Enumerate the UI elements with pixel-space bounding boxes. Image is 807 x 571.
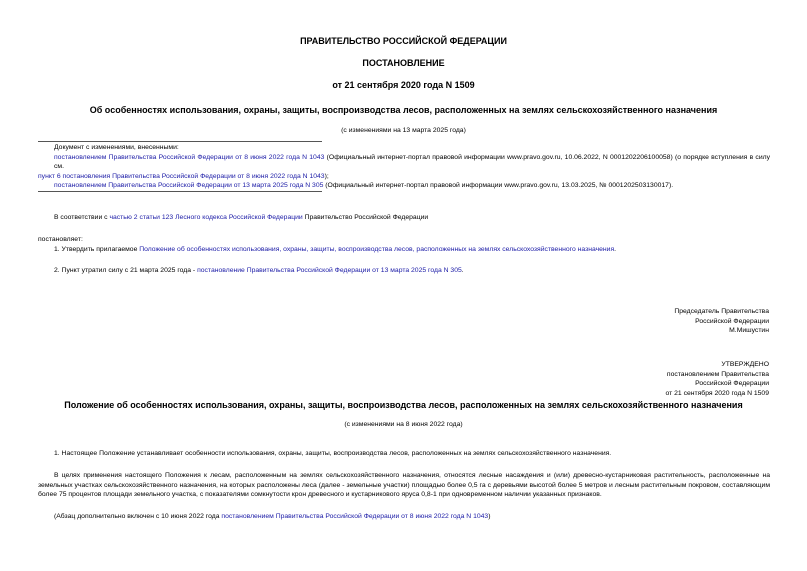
preamble-text-1: В соответствии с	[54, 214, 110, 221]
paragraph-1	[54, 245, 616, 255]
paragraph-2-end: .	[461, 267, 464, 274]
changes-item-1-link[interactable]: постановлением Правительства Российской Федерации от 8 июня 2022 года N 1043	[54, 153, 325, 161]
regulation-revision-note: (с изменениями на 8 июня 2022 года)	[344, 421, 463, 428]
paragraph-1-link[interactable]: Положение об особенностях использования, охраны, защиты, воспроизводства лесов, расположенных на землях сельскохозяйственного назначения	[139, 246, 615, 253]
signature-block	[469, 307, 769, 336]
divider-top	[38, 141, 322, 142]
signature-line-1: Председатель Правительства	[674, 308, 769, 315]
paragraph-1-text: 1. Утвердить прилагаемое	[54, 246, 140, 253]
regulation-paragraph-3-text: (Абзац дополнительно включен с 10 июня 2022 года	[54, 513, 222, 520]
government-heading: ПРАВИТЕЛЬСТВО РОССИЙСКОЙ ФЕДЕРАЦИИ	[300, 36, 507, 46]
regulation-title: Положение об особенностях использования, охраны, защиты, воспроизводства лесов, расположенных на землях сельскохозяйственного назначения	[64, 400, 743, 410]
paragraph-2	[54, 266, 464, 276]
approved-line-2: постановлением Правительства	[666, 370, 769, 378]
signature-line-3: М.Мишустин	[729, 327, 769, 335]
preamble-link[interactable]: частью 2 статьи 123 Лесного кодекса Российской Федерации	[109, 214, 303, 221]
paragraph-2-text: 2. Пункт утратил силу с 21 марта 2025 года -	[54, 267, 198, 274]
title-revision-note: (с изменениями на 13 марта 2025 года)	[341, 127, 466, 134]
changes-item-1	[38, 153, 770, 182]
preamble-text-2: Правительство Российской Федерации	[302, 214, 429, 221]
decides-label: постановляет:	[38, 236, 83, 243]
changes-block	[38, 143, 770, 191]
changes-item-1-end: );	[324, 172, 329, 180]
approved-block	[469, 360, 769, 398]
approved-line-4: от 21 сентября 2020 года N 1509	[665, 389, 769, 397]
changes-item-2-text: (Официальный интернет-портал правовой информации www.pravo.gov.ru, 13.03.2025, № 0001202503130017).	[323, 182, 674, 190]
approved-line-3: Российской Федерации	[695, 380, 769, 388]
document-type: ПОСТАНОВЛЕНИЕ	[362, 58, 445, 68]
paragraph-1-end: .	[614, 246, 617, 253]
approved-line-1: УТВЕРЖДЕНО	[721, 361, 769, 368]
regulation-paragraph-3	[54, 512, 490, 522]
changes-item-1-text: (Официальный интернет-портал правовой информации www.pravo.gov.ru, 10.06.2022, N 0001202206100058) (о порядке вступления в силу см.	[54, 153, 770, 171]
changes-intro: Документ с изменениями, внесенными:	[54, 144, 179, 151]
regulation-paragraph-2: В целях применения настоящего Положения к лесам, расположенным на землях сельскохозяйственного назначения, относятся лесные насаждения и (или) древесно-кустарниковая растительность, расположенные на земельных участках сельскохозяйственного назначения, на которых расположены леса (далее - земельные участки) площадью более 0,5 га с деревьями высотой более 5 метров и лесным растительным покровом, составляющим более 75 процентов площади земельного участка, с показателями сомкнутости крон древесного и кустарникового яруса 0,8-1 при одновременном наличии указанных признаков.	[38, 472, 770, 499]
changes-item-2	[54, 181, 770, 191]
preamble	[54, 213, 428, 223]
regulation-paragraph-3-link[interactable]: постановлением Правительства Российской Федерации от 8 июня 2022 года N 1043	[221, 513, 489, 520]
signature-line-2: Российской Федерации	[695, 317, 769, 325]
paragraph-2-link[interactable]: постановление Правительства Российской Федерации от 13 марта 2025 года N 305	[197, 267, 462, 274]
regulation-paragraph-1: 1. Настоящее Положение устанавливает особенности использования, охраны, защиты, воспроизводства лесов, расположенных на землях сельскохозяйственного назначения.	[54, 450, 612, 457]
divider-bottom	[38, 191, 322, 192]
changes-item-1-link-2[interactable]: пункт 6 постановления Правительства Российской Федерации от 8 июня 2022 года N 1043	[38, 172, 325, 180]
regulation-paragraph-3-end: )	[488, 513, 491, 520]
changes-item-2-link[interactable]: постановлением Правительства Российской Федерации от 13 марта 2025 года N 305	[54, 182, 324, 190]
document-title: Об особенностях использования, охраны, защиты, воспроизводства лесов, расположенных на землях сельскохозяйственного назначения	[89, 105, 718, 115]
document-date-number: от 21 сентября 2020 года N 1509	[332, 80, 475, 90]
